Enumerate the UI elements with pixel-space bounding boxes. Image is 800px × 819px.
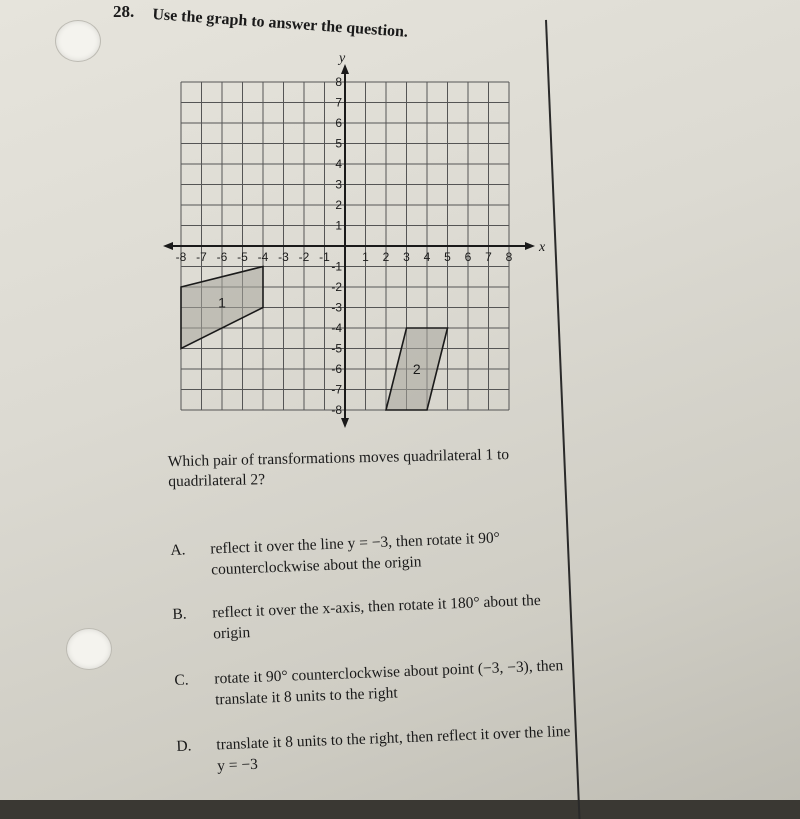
coordinate-graph — [150, 51, 560, 438]
y-tick-label: -1 — [331, 259, 342, 274]
y-axis-arrow — [341, 418, 349, 428]
y-tick-label: -5 — [331, 341, 342, 356]
answer-bubble[interactable] — [55, 20, 101, 62]
y-axis-label: y — [339, 51, 346, 66]
y-tick-label: 8 — [335, 75, 342, 89]
option-letter: C. — [174, 671, 189, 689]
question-prompt: Use the graph to answer the question. — [151, 6, 409, 41]
x-tick-label: -4 — [257, 250, 269, 264]
x-tick-label: 6 — [464, 250, 472, 264]
y-tick-label: 2 — [335, 198, 342, 212]
x-tick-label: 5 — [444, 250, 451, 264]
quadrilateral-label: 1 — [218, 294, 226, 311]
y-tick-label: -6 — [331, 362, 342, 376]
y-tick-label: 1 — [335, 218, 342, 233]
x-tick-label: -3 — [278, 250, 289, 264]
y-tick-label: 4 — [335, 157, 342, 171]
y-tick-label: -7 — [331, 382, 342, 397]
x-axis-label: x — [539, 240, 546, 255]
x-tick-label: 4 — [423, 250, 431, 264]
option-letter: D. — [176, 737, 192, 755]
option-text: reflect it over the line y = −3, then rotate it 90° counterclockwise about the origin — [210, 529, 501, 579]
x-tick-label: 7 — [485, 250, 492, 264]
option-letter: B. — [172, 605, 187, 623]
x-tick-label: -8 — [175, 250, 187, 264]
x-tick-label: 2 — [382, 250, 390, 264]
x-tick-label: -5 — [237, 250, 248, 264]
question-number: 28. — [113, 2, 135, 21]
x-tick-label: -7 — [196, 250, 207, 264]
y-tick-label: -8 — [331, 403, 342, 417]
question-stem: Which pair of transformations moves quadrilateral 1 to quadrilateral 2? — [167, 446, 510, 491]
y-tick-label: 3 — [335, 177, 342, 192]
option-text: reflect it over the x-axis, then rotate it 180° about the origin — [212, 591, 542, 643]
x-axis-arrow — [163, 242, 173, 250]
y-tick-label: 7 — [335, 95, 342, 110]
y-tick-label: -2 — [331, 280, 342, 294]
y-tick-label: 6 — [335, 116, 342, 130]
y-tick-label: 5 — [335, 136, 342, 151]
y-tick-label: -3 — [331, 300, 342, 315]
option-letter: A. — [170, 541, 186, 559]
x-tick-label: -1 — [319, 250, 330, 264]
x-tick-label: 3 — [403, 250, 410, 264]
x-tick-label: 8 — [505, 250, 513, 264]
x-tick-label: -2 — [298, 250, 310, 264]
option-text: translate it 8 units to the right, then reflect it over the line y = −3 — [216, 722, 571, 775]
option-text: rotate it 90° counterclockwise about point (−3, −3), then translate it 8 units to the right — [214, 657, 564, 709]
x-tick-label: -6 — [216, 250, 228, 264]
quadrilateral-label: 2 — [412, 361, 421, 377]
x-tick-label: 1 — [362, 250, 369, 264]
y-tick-label: -4 — [331, 321, 342, 335]
answer-bubble[interactable] — [66, 628, 112, 670]
x-axis-arrow — [525, 242, 535, 250]
